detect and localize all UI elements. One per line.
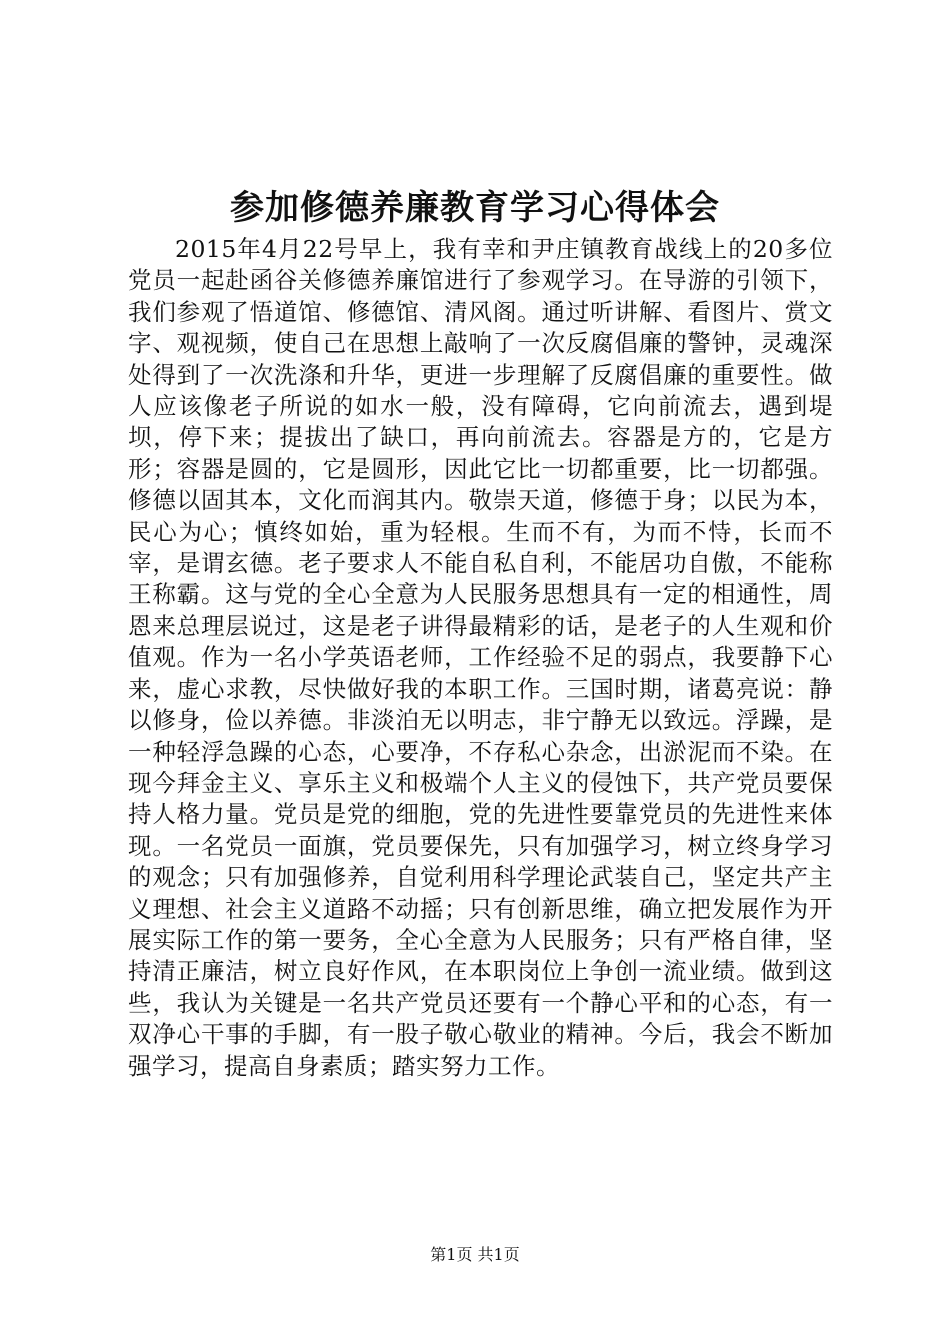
page-footer: 第1页 共1页 [430,1245,520,1264]
document-title: 参加修德养廉教育学习心得体会 [230,188,720,228]
body-paragraph: 2015年4月22号早上，我有幸和尹庄镇教育战线上的20多位党员一起赴函谷关修德养廉馆进行了参观学习。在导游的引领下，我们参观了悟道馆、修德馆、清风阁。通过听讲解、看图片、赏文字、观视频，使自己在思想上敲响了一次反腐倡廉的警钟，灵魂深处得到了一次洗涤和升华，更进一步理解了反腐倡廉的重要性。做人应该像老子所说的如水一般，没有障碍，它向前流去，遇到堤坝，停下来；提拔出了缺口，再向前流去。容器是方的，它是方形；容器是圆的，它是圆形，因此它比一切都重要，比一切都强。修德以固其本，文化而润其内。敬崇天道，修德于身；以民为本，民心为心；慎终如始，重为轻根。生而不有，为而不恃，长而不宰，是谓玄德。老子要求人不能自私自利，不能居功自傲，不能称王称霸。这与党的全心全意为人民服务思想具有一定的相通性，周恩来总理层说过，这是老子讲得最精彩的话，是老子的人生观和价值观。作为一名小学英语老师，工作经验不足的弱点，我要静下心来，虚心求教，尽快做好我的本职工作。三国时期，诸葛亮说：静以修身，俭以养德。非淡泊无以明志，非宁静无以致远。浮躁，是一种轻浮急躁的心态，心要净，不存私心杂念，出淤泥而不染。在现今拜金主义、享乐主义和极端个人主义的侵蚀下，共产党员要保持人格力量。党员是党的细胞，党的先进性要靠党员的先进性来体现。一名党员一面旗，党员要保先，只有加强学习，树立终身学习的观念；只有加强修养，自觉利用科学理论武装自己，坚定共产主义理想、社会主义道路不动摇；只有创新思维，确立把发展作为开展实际工作的第一要务，全心全意为人民服务；只有严格自律，坚持清正廉洁，树立良好作风，在本职岗位上争创一流业绩。做到这些，我认为关键是一名共产党员还要有一个静心平和的心态，有一双净心干事的手脚，有一股子敬心敬业的精神。今后，我会不断加强学习，提高自身素质；踏实努力工作。 [128,235,833,1080]
